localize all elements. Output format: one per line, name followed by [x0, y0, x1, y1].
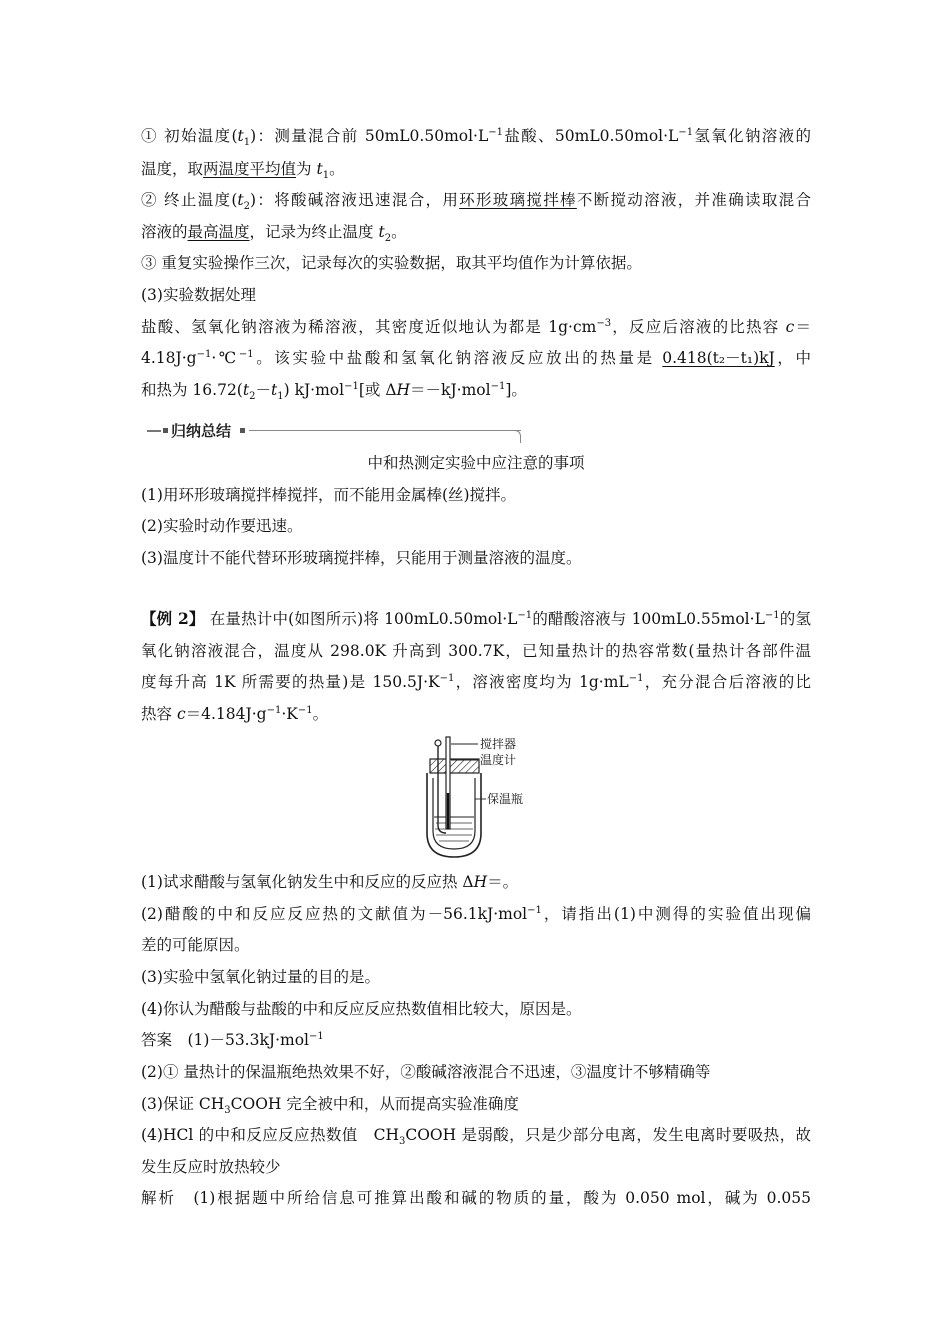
superscript: −1	[517, 609, 533, 621]
example-tag: 【例 2】	[141, 609, 205, 628]
text: (2)醋酸的中和反应反应热的文献值为－56.1kJ·mol	[141, 905, 528, 923]
text-line-neutralization-heat	[141, 378, 811, 402]
superscript: −1	[527, 904, 542, 916]
text: 盐酸、50mL0.50mol·L	[503, 127, 679, 145]
superscript: −1	[678, 126, 694, 138]
text: ② 终止温度(	[141, 191, 238, 209]
text: )：将酸碱溶液迅速混合，用	[249, 191, 460, 209]
text: －	[255, 381, 271, 399]
text: 。	[329, 160, 345, 178]
text: 热容	[141, 705, 177, 723]
var-h: H	[473, 873, 488, 891]
text: COOH 完全被中和，从而提高实验准确度	[230, 1095, 519, 1113]
question-3: (3)实验中氢氧化钠过量的目的是。	[141, 968, 380, 986]
subscript: 2	[243, 201, 250, 213]
underlined-answer: 0.418(t₂－t₁)kJ	[662, 349, 775, 367]
banner-dash	[147, 430, 161, 432]
subscript: 1	[322, 170, 330, 182]
answer-1	[141, 1028, 811, 1052]
text: ＝－kJ·mol	[410, 381, 491, 399]
summary-heading: 中和热测定实验中应注意的事项	[367, 454, 585, 472]
underlined-answer: 最高温度	[187, 223, 250, 241]
answer-3	[141, 1092, 811, 1116]
superscript: −1	[628, 672, 644, 684]
var-t: t	[378, 223, 385, 241]
superscript: −1	[297, 704, 313, 716]
example-line-2: 氧化钠溶液混合，温度从 298.0K 升高到 300.7K，已知量热计的热容常数(量热计各部件温	[141, 642, 811, 660]
calorimeter-diagram	[420, 733, 530, 861]
text: ，溶液密度均为 1g·mL	[454, 673, 629, 691]
text: [或 Δ	[358, 381, 397, 399]
text: ① 初始温度(	[141, 127, 238, 145]
text: 的醋酸溶液与 100mL0.55mol·L	[532, 610, 765, 628]
banner-rule	[249, 430, 521, 431]
text: ，中	[774, 349, 811, 367]
text: ·K	[281, 705, 298, 723]
subscript: 1	[277, 391, 284, 403]
text: 温度，取	[141, 160, 204, 178]
underlined-answer: 两温度平均值	[203, 160, 297, 178]
question-4: (4)你认为醋酸与盐酸的中和反应反应热数值相比较大，原因是。	[141, 1000, 582, 1018]
superscript: −1	[266, 704, 282, 716]
text: 度每升高 1K 所需要的热量)是 150.5J·K	[141, 673, 440, 691]
superscript: −1	[196, 348, 212, 360]
var-t: t	[237, 127, 244, 145]
underlined-answer: 环形玻璃搅拌棒	[459, 191, 577, 209]
label-thermometer: 温度计	[480, 753, 517, 767]
answer-2: (2)① 量热计的保温瓶绝热效果不好，②酸碱溶液混合不迅速，③温度计不够精确等	[141, 1063, 711, 1081]
var-t: t	[242, 381, 250, 399]
superscript: −1	[344, 380, 359, 392]
answer-4	[141, 1123, 811, 1147]
subscript: 2	[249, 391, 256, 403]
text-line-final-temp	[141, 188, 811, 212]
text: COOH 是弱酸，只是少部分电离，发生电离时要吸热，故	[405, 1126, 811, 1144]
question-2	[141, 902, 811, 926]
summary-item-3: (3)温度计不能代替环形玻璃搅拌棒，只能用于测量溶液的温度。	[141, 549, 582, 567]
label-stirrer: 搅拌器	[480, 737, 517, 751]
question-1	[141, 870, 811, 894]
text: (3)保证 CH	[141, 1095, 225, 1113]
text-line-average	[141, 157, 811, 181]
text: (1)试求醋酸与氢氧化钠发生中和反应的反应热 Δ	[141, 873, 474, 891]
text: ，充分混合后溶液的比	[643, 673, 811, 691]
text: 答案 (1)－53.3kJ·mol	[141, 1031, 309, 1049]
text-line-heat	[141, 346, 811, 370]
text-line-max-temp	[141, 220, 811, 244]
banner-square-right	[240, 428, 245, 433]
subscript: 3	[224, 1105, 231, 1117]
subscript: 3	[398, 1136, 406, 1148]
text: 盐酸、氢氧化钠溶液为稀溶液，其密度近似地认为都是 1g·cm	[141, 318, 597, 336]
superscript: −1	[439, 672, 455, 684]
text-line-initial-temp	[141, 124, 811, 148]
text: 的氢	[779, 610, 811, 628]
superscript: −1	[490, 380, 506, 392]
text: ＝4.184J·g	[185, 705, 267, 723]
label-flask: 保温瓶	[487, 792, 524, 806]
analysis-1: 解析 (1)根据题中所给信息可推算出酸和碱的物质的量，酸为 0.050 mol，碱为 0.055	[141, 1189, 811, 1207]
text: 。该实验中盐酸和氢氧化钠溶液反应放出的热量是	[253, 349, 663, 367]
var-h: H	[396, 381, 411, 399]
text: ·℃	[211, 349, 239, 367]
subscript: 1	[243, 137, 251, 149]
subscript: 2	[384, 233, 392, 245]
text-line-repeat: ③ 重复实验操作三次，记录每次的实验数据，取其平均值作为计算依据。	[141, 254, 642, 272]
text: ]。	[505, 381, 527, 399]
inner-flask-wall	[433, 778, 475, 849]
outer-flask-wall	[427, 773, 481, 857]
text: ＝。	[487, 873, 519, 891]
example-line-3	[141, 670, 811, 694]
summary-banner	[141, 419, 521, 443]
subsection-heading: (3)实验数据处理	[141, 286, 256, 304]
banner-hook	[514, 430, 521, 443]
text: 溶液的	[141, 223, 188, 241]
example-line-4	[141, 702, 811, 726]
text: ＝	[794, 318, 811, 336]
text: )：测量混合前 50mL0.50mol·L	[250, 127, 489, 145]
superscript: −3	[596, 317, 612, 329]
text: ，记录为终止温度	[249, 223, 379, 241]
text: ) kJ·mol	[283, 381, 345, 399]
stirrer-knob	[435, 740, 441, 746]
text: 。	[391, 223, 407, 241]
banner-square-left	[163, 428, 168, 433]
text: ，请指出(1)中测得的实验值出现偏	[541, 905, 811, 923]
example-line-1	[141, 607, 811, 631]
text: 不断搅动溶液，并准确读取混合	[576, 191, 811, 209]
question-2-cont: 差的可能原因。	[141, 936, 250, 954]
summary-item-2: (2)实验时动作要迅速。	[141, 517, 303, 535]
text: 氢氧化钠溶液的	[693, 127, 811, 145]
text: 在量热计中(如图所示)将 100mL0.50mol·L	[204, 610, 518, 628]
text: 为	[296, 160, 317, 178]
summary-item-1: (1)用环形玻璃搅拌棒搅拌，而不能用金属棒(丝)搅拌。	[141, 486, 517, 504]
var-t: t	[270, 381, 278, 399]
text-line-density	[141, 315, 811, 339]
text: 4.18J·g	[141, 349, 197, 367]
summary-title: 归纳总结	[171, 422, 232, 440]
text: 。	[312, 705, 329, 723]
var-c: c	[785, 318, 795, 336]
text: ，反应后溶液的比热容	[611, 318, 786, 336]
var-t: t	[316, 160, 323, 178]
text: 和热为 16.72(	[141, 381, 243, 399]
superscript: −1	[238, 348, 254, 360]
text: (4)HCl 的中和反应反应热数值 CH	[141, 1126, 399, 1144]
superscript: −1	[764, 609, 780, 621]
var-t: t	[237, 191, 244, 209]
superscript: −1	[309, 1030, 324, 1042]
superscript: −1	[488, 126, 504, 138]
answer-4-cont: 发生反应时放热较少	[141, 1158, 281, 1176]
var-c: c	[176, 705, 186, 723]
